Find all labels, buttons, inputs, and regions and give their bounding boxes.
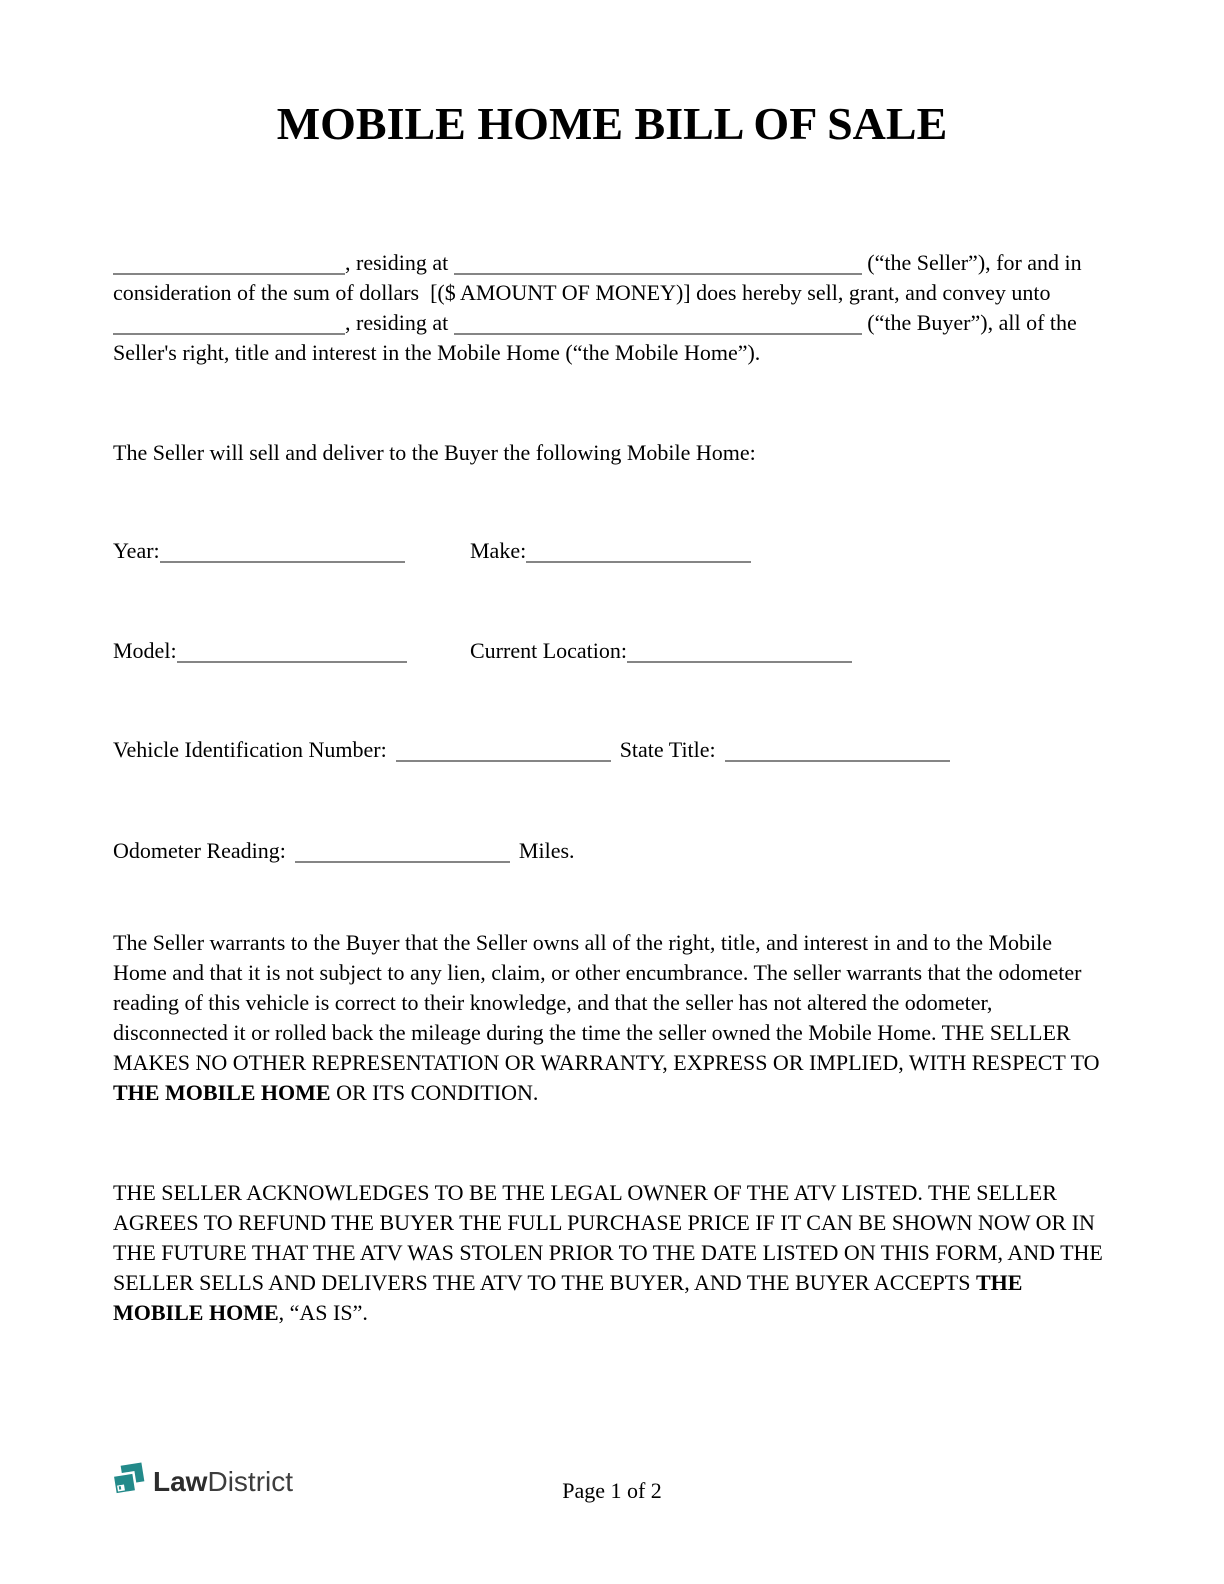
delivery-line: The Seller will sell and deliver to the Buyer the following Mobile Home: (113, 440, 756, 465)
text-run: THE SELLER ACKNOWLEDGES TO BE THE LEGAL OWNER OF THE ATV LISTED. THE SELLER AGREES TO REFUND THE BUYER THE FULL PURCHASE PRICE IF IT CAN BE SHOWN NOW OR IN THE FUTURE THAT THE ATV WAS STOLEN PRIOR TO THE DATE LISTED ON THIS FORM, AND THE SELLER SELLS AND DELIVERS THE ATV TO THE BUYER, AND THE BUYER ACCEPTS (113, 1180, 1109, 1295)
intro-paragraph (113, 248, 1103, 368)
current-location-field (470, 638, 852, 663)
text-run: The Seller warrants to the Buyer that the Seller owns all of the right, title, and interest in and to the Mobile Home and that it is not subject to any lien, claim, or other encumbrance. The seller warrants that the odometer reading of this vehicle is correct to their knowledge, and that the seller has not altered the odometer, disconnected it or rolled back the mileage during the time the seller owned the Mobile Home. THE SELLER MAKES NO OTHER REPRESENTATION OR WARRANTY, EXPRESS OR IMPLIED, WITH RESPECT TO (113, 930, 1105, 1075)
current-location-field-blank (627, 641, 852, 663)
field-row-vin-state-title (113, 735, 1113, 765)
model-field (113, 636, 470, 666)
text-run: , residing at (345, 310, 454, 335)
page-title: MOBILE HOME BILL OF SALE (276, 98, 948, 149)
state-title-label: State Title: (619, 737, 716, 762)
make-field-blank (526, 541, 751, 563)
odometer-units-label: Miles. (518, 838, 575, 863)
fill-in-blank (113, 313, 345, 335)
text-run: (“the Seller”), for and in consideration of the sum of dollars [($ AMOUNT OF MONEY)] does hereby sell, grant, and convey unto (113, 250, 1088, 305)
odometer-field-blank (295, 841, 510, 863)
warranty-paragraph (113, 928, 1103, 1108)
field-row-model-location (113, 636, 1113, 666)
fill-in-blank (454, 313, 862, 335)
acknowledgment-paragraph (113, 1178, 1109, 1328)
bold-text-run: THE MOBILE HOME (113, 1080, 331, 1105)
brand-name-law: Law (153, 1466, 208, 1497)
state-title-field-blank (725, 740, 950, 762)
current-location-label: Current Location: (470, 638, 628, 663)
fill-in-blank (454, 253, 862, 275)
text-run: , “AS IS”. (278, 1300, 368, 1325)
odometer-label: Odometer Reading: (113, 838, 286, 863)
year-label: Year: (113, 538, 160, 563)
model-field-blank (177, 641, 407, 663)
model-label: Model: (113, 638, 177, 663)
field-row-odometer (113, 836, 1113, 866)
brand-name-district: District (207, 1466, 294, 1497)
page-number: Page 1 of 2 (562, 1478, 662, 1503)
make-label: Make: (470, 538, 527, 563)
text-run: (“the Buyer”), all of the Seller's right, title and interest in the Mobile Home (“the Mobile Home”). (113, 310, 1083, 365)
vin-label: Vehicle Identification Number: (113, 737, 387, 762)
text-run: , residing at (345, 250, 454, 275)
field-row-year-make (113, 536, 1113, 566)
year-field (113, 536, 470, 566)
year-field-blank (160, 541, 405, 563)
bold-text-run: THE MOBILE HOME (113, 1270, 1028, 1325)
vin-field-blank (396, 740, 611, 762)
fill-in-blank (113, 253, 345, 275)
text-run: OR ITS CONDITION. (330, 1080, 539, 1105)
make-field (470, 538, 751, 563)
